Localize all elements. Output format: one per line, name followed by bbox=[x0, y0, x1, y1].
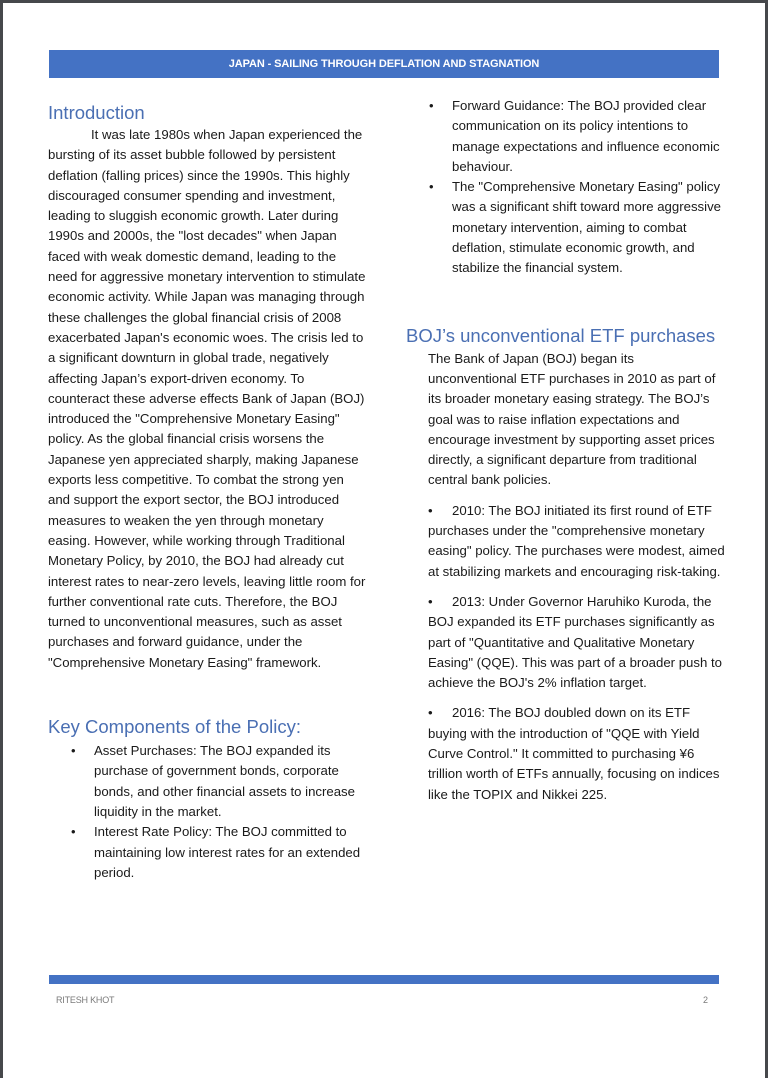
key-components-list-continued bbox=[406, 96, 726, 279]
introduction-heading: Introduction bbox=[48, 102, 145, 123]
etf-heading: BOJ’s unconventional ETF purchases bbox=[406, 324, 716, 346]
document-title: JAPAN - SAILING THROUGH DEFLATION AND STAGNATION bbox=[228, 58, 540, 70]
bullet-icon: • bbox=[428, 502, 433, 518]
bullet-icon: • bbox=[429, 98, 434, 113]
list-item bbox=[71, 822, 368, 883]
bullet-icon: • bbox=[428, 593, 433, 609]
etf-timeline-item bbox=[428, 592, 726, 693]
bullet-icon: • bbox=[429, 179, 434, 195]
etf-timeline-item bbox=[428, 703, 726, 804]
header-banner bbox=[49, 50, 719, 78]
bullet-icon: • bbox=[71, 824, 76, 840]
right-column bbox=[406, 96, 726, 805]
introduction-paragraph: It was late 1980s when Japan experienced the bursting of its asset bubble followed by persistent deflation (falling prices) since the 1990s. This highly discouraged consumer spending and investment, leading to sluggish economic growth. Later during 1990s and 2000s, the "lost decades" when Japan faced with weak domestic demand, leading to the need for aggressive monetary intervention to stimulate economic activity. While Japan was managing through these challenges the global financial crisis of 2008 exacerbated Japan's economic woes. The crisis led to a significant downturn in global trade, negatively affecting Japan’s export-driven economy. To counteract these adverse effects Bank of Japan (BOJ) introduced the "Comprehensive Monetary Easing" policy. As the global financial crisis worsens the Japanese yen appreciated sharply, making Japanese exports less competitive. To combat the strong yen and support the export sector, the BOJ introduced measures to weaken the yen through monetary easing. However, while working through Traditional Monetary Policy, by 2010, the BOJ had already cut interest rates to near-zero levels, leaving little room for further conventional rate cuts. Therefore, the BOJ turned to unconventional measures, such as asset purchases and forward guidance, under the "Comprehensive Monetary Easing" framework. bbox=[48, 127, 366, 670]
bullet-icon: • bbox=[71, 743, 76, 759]
etf-intro-paragraph: The Bank of Japan (BOJ) began its unconventional ETF purchases in 2010 as part of its broader monetary easing strategy. The BOJ’s goal was to raise inflation expectations and encourage investment by supporting asset prices directly, a significant departure from traditional central bank policies. bbox=[428, 350, 716, 488]
key-components-heading: Key Components of the Policy: bbox=[48, 716, 301, 738]
key-components-list bbox=[48, 741, 368, 883]
etf-timeline-text: 2013: Under Governor Haruhiko Kuroda, the BOJ expanded its ETF purchases significantly as part of "Quantitative and Qualitative Monetary Easing" (QQE). This was part of a broader push to achieve the BOJ's 2% inflation target. bbox=[428, 593, 722, 691]
left-column bbox=[48, 101, 368, 883]
etf-timeline-text: 2010: The BOJ initiated its first round of ETF purchases under the "comprehensive monetary easing" policy. The purchases were modest, aimed at stabilizing markets and encouraging risk-taking. bbox=[428, 502, 725, 579]
list-item-text: Asset Purchases: The BOJ expanded its purchase of government bonds, corporate bonds, and other financial assets to increase liquidity in the market. bbox=[94, 743, 355, 819]
list-item-text: Forward Guidance: The BOJ provided clear communication on its policy intentions to manage expectations and influence economic behaviour. bbox=[452, 98, 720, 174]
page-number: 2 bbox=[702, 995, 708, 1005]
document-page bbox=[3, 3, 765, 1078]
etf-timeline-item bbox=[428, 501, 726, 582]
list-item bbox=[429, 177, 726, 278]
list-item bbox=[429, 96, 726, 177]
list-item-text: Interest Rate Policy: The BOJ committed to maintaining low interest rates for an extended period. bbox=[94, 824, 361, 880]
footer-author: RITESH KHOT bbox=[56, 995, 115, 1005]
bullet-icon: • bbox=[428, 705, 433, 721]
etf-timeline-text: 2016: The BOJ doubled down on its ETF buying with the introduction of "QQE with Yield Curve Control." It committed to purchasing ¥6 trillion worth of ETFs annually, focusing on indices like the TOPIX and Nikkei 225. bbox=[428, 705, 720, 802]
footer-divider-bar bbox=[49, 975, 719, 984]
list-item-text: The "Comprehensive Monetary Easing" policy was a significant shift toward more aggressive monetary intervention, aiming to combat deflation, stimulate economic growth, and stabilize the financial system. bbox=[452, 179, 721, 276]
etf-section-body bbox=[406, 349, 726, 805]
list-item bbox=[71, 741, 368, 822]
